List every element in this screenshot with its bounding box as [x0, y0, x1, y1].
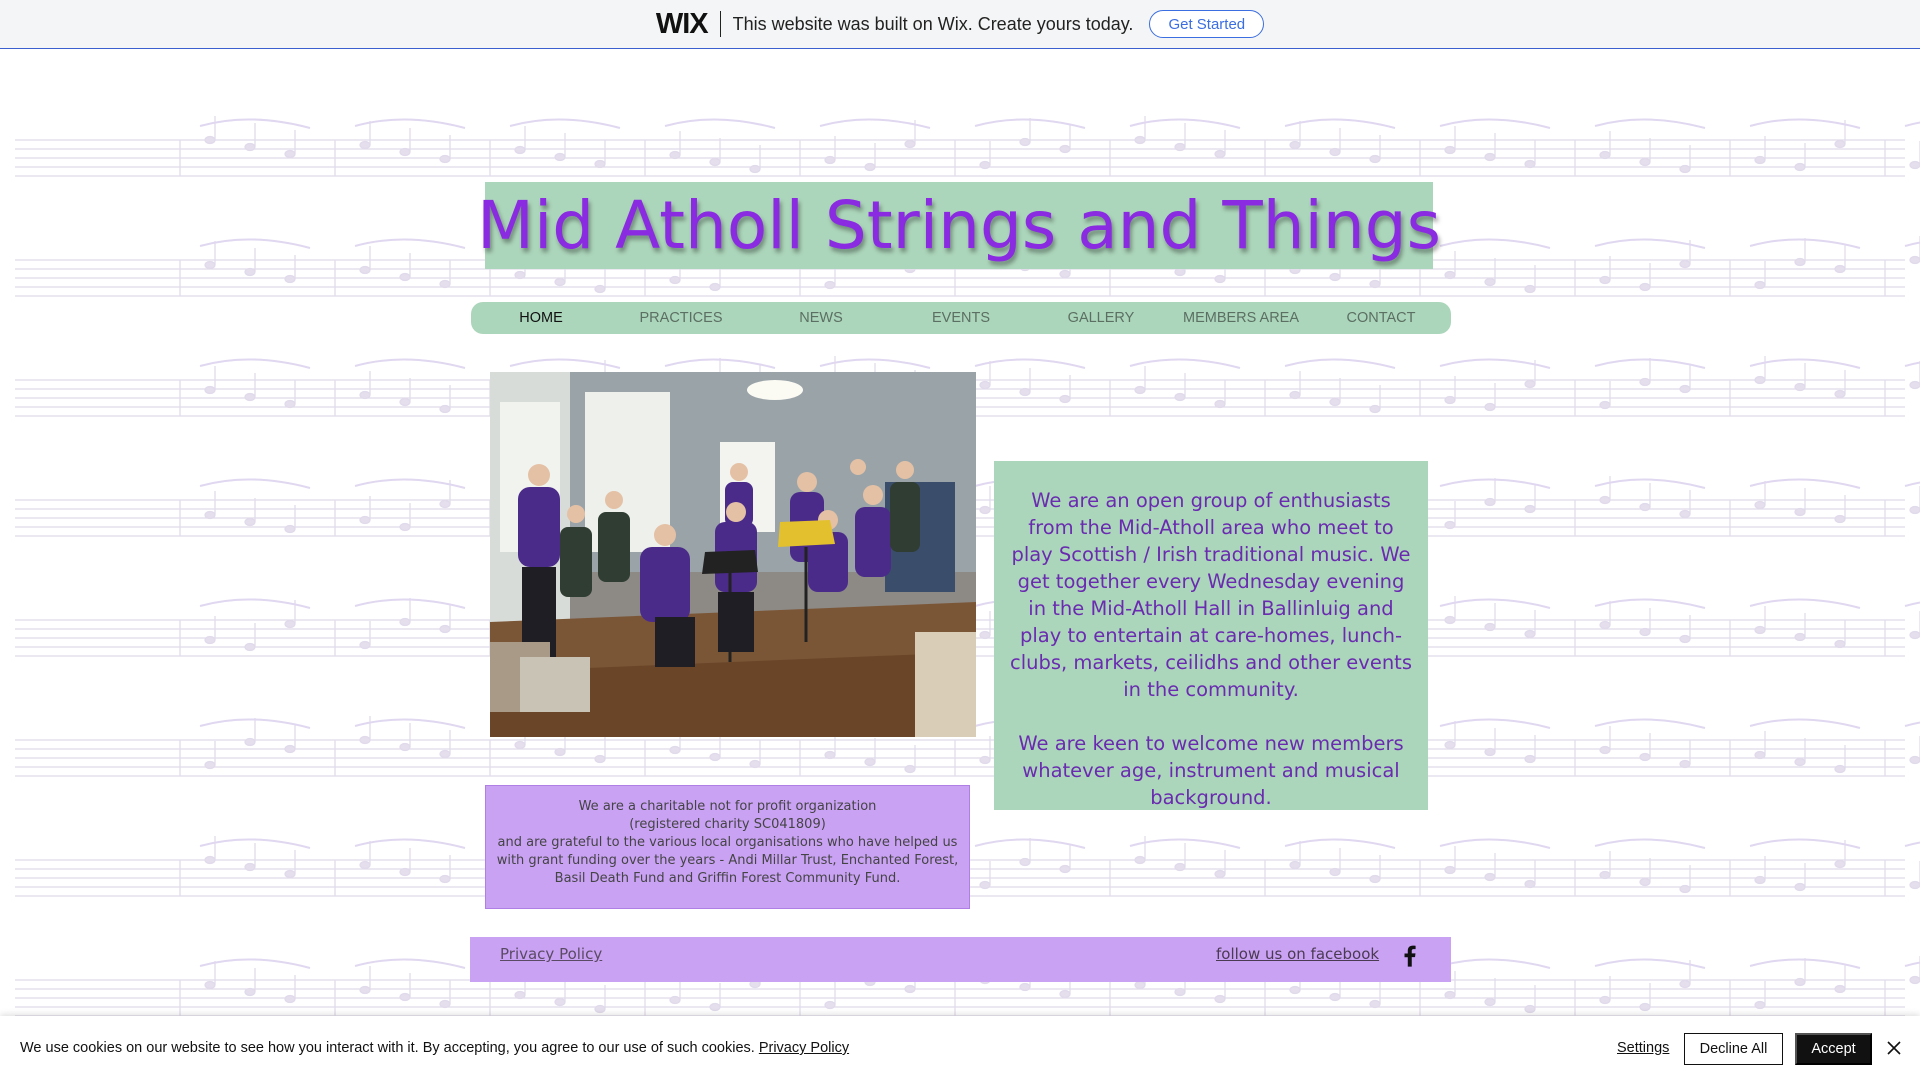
note-head [1525, 161, 1535, 168]
note-head [595, 161, 605, 168]
note-head [1135, 857, 1145, 864]
note-head [670, 152, 680, 159]
note-head [515, 742, 525, 749]
slur-mark [200, 359, 310, 368]
note-head [1835, 266, 1845, 273]
note-head [1640, 879, 1650, 886]
facebook-link[interactable]: follow us on facebook [1216, 945, 1380, 963]
note-head [440, 156, 450, 163]
note-head [1680, 761, 1690, 768]
note-head [980, 507, 990, 514]
note-head [825, 157, 835, 164]
note-head [1525, 1006, 1535, 1013]
slur-mark [200, 239, 310, 248]
note-head [750, 166, 760, 173]
note-head [1445, 867, 1455, 874]
note-head [1175, 989, 1185, 996]
note-head [440, 281, 450, 288]
facebook-icon[interactable] [1396, 941, 1424, 969]
note-head [1680, 261, 1690, 268]
note-head [1795, 384, 1805, 391]
note-head [440, 1001, 450, 1008]
note-head [1445, 397, 1455, 404]
note-head [1755, 157, 1765, 164]
nav-item-events[interactable]: EVENTS [931, 310, 990, 326]
note-head [1910, 882, 1920, 889]
wix-message: This website was built on Wix. Create yours today. [732, 13, 1134, 34]
site-footer [470, 937, 1451, 982]
note-head [360, 642, 370, 649]
site-title-banner [477, 182, 1441, 269]
note-head [1370, 876, 1380, 883]
note-head [205, 387, 215, 394]
intro-paragraph-2: We are keen to welcome new members whatever age, instrument and musical background. [1018, 732, 1404, 809]
note-head [1795, 979, 1805, 986]
slur-mark [1440, 359, 1550, 368]
charity-line: and are grateful to the various local organisations who have helped us [497, 835, 958, 850]
slur-mark [1905, 119, 1920, 128]
note-head [1755, 502, 1765, 509]
note-head [980, 632, 990, 639]
slur-mark [975, 359, 1085, 368]
note-head [400, 524, 410, 531]
note-head [980, 882, 990, 889]
note-head [285, 621, 295, 628]
note-head [1370, 406, 1380, 413]
decline-all-button[interactable]: Decline All [1684, 1033, 1783, 1065]
cookie-message-text: We use cookies on our website to see how you interact with it. By accepting, you agree to our use of such cookies. [20, 1040, 759, 1056]
note-head [1485, 749, 1495, 756]
note-head [555, 154, 565, 161]
slur-mark [1595, 959, 1705, 968]
note-head [245, 269, 255, 276]
note-head [360, 862, 370, 869]
note-head [285, 526, 295, 533]
note-head [980, 162, 990, 169]
get-started-button[interactable]: Get Started [1149, 10, 1264, 38]
cookie-message [20, 1040, 849, 1056]
note-head [1755, 877, 1765, 884]
wix-banner [0, 0, 1920, 49]
note-head [1795, 759, 1805, 766]
note-head [285, 151, 295, 158]
note-head [360, 517, 370, 524]
note-head [205, 512, 215, 519]
note-head [1135, 982, 1145, 989]
note-head [400, 274, 410, 281]
group-photo [490, 372, 976, 737]
note-head [1680, 511, 1690, 518]
slur-mark [1595, 719, 1705, 728]
note-head [1600, 402, 1610, 409]
note-head [1525, 506, 1535, 513]
slur-mark [355, 359, 465, 368]
note-head [205, 137, 215, 144]
note-head [245, 144, 255, 151]
note-head [1020, 984, 1030, 991]
note-head [1910, 757, 1920, 764]
slur-mark [665, 119, 775, 128]
note-head [245, 739, 255, 746]
note-head [670, 747, 680, 754]
note-head [1835, 861, 1845, 868]
note-head [245, 394, 255, 401]
accept-button[interactable]: Accept [1795, 1033, 1872, 1065]
note-head [1445, 272, 1455, 279]
slur-mark [1905, 239, 1920, 248]
note-head [1290, 142, 1300, 149]
slur-mark [1285, 839, 1395, 848]
note-head [205, 857, 215, 864]
note-head [1600, 152, 1610, 159]
note-head [555, 999, 565, 1006]
charity-line: Basil Death Fund and Griffin Forest Community Fund. [554, 871, 901, 886]
note-head [1215, 996, 1225, 1003]
note-head [1795, 634, 1805, 641]
note-head [360, 392, 370, 399]
wix-logo: WIX [655, 7, 708, 40]
note-head [1525, 286, 1535, 293]
note-head [1020, 859, 1030, 866]
slur-mark [510, 359, 620, 368]
note-head [865, 759, 875, 766]
note-head [1640, 284, 1650, 291]
note-head [360, 987, 370, 994]
note-head [1680, 636, 1690, 643]
note-head [360, 737, 370, 744]
note-head [1370, 281, 1380, 288]
note-head [1290, 987, 1300, 994]
note-head [1755, 377, 1765, 384]
slur-mark [1595, 119, 1705, 128]
slur-mark [1750, 719, 1860, 728]
note-head [1795, 509, 1805, 516]
charity-panel [485, 785, 970, 909]
note-head [1640, 1004, 1650, 1011]
note-head [1525, 381, 1535, 388]
note-head [1795, 259, 1805, 266]
note-head [515, 147, 525, 154]
note-head [1215, 151, 1225, 158]
note-head [1910, 162, 1920, 169]
note-head [1640, 754, 1650, 761]
note-head [205, 637, 215, 644]
note-head [865, 164, 875, 171]
site-title[interactable]: Mid Atholl Strings and Things [477, 187, 1441, 264]
slur-mark [200, 959, 310, 968]
slur-mark [355, 839, 465, 848]
note-head [1640, 379, 1650, 386]
slur-mark [1905, 839, 1920, 848]
note-head [400, 869, 410, 876]
note-head [1600, 872, 1610, 879]
note-head [1755, 1002, 1765, 1009]
note-head [1910, 632, 1920, 639]
note-head [245, 989, 255, 996]
note-head [1135, 387, 1145, 394]
note-head [1680, 981, 1690, 988]
slur-mark [1440, 839, 1550, 848]
note-head [515, 992, 525, 999]
note-head [1525, 756, 1535, 763]
slur-mark [1285, 119, 1395, 128]
note-head [1600, 277, 1610, 284]
nav-item-gallery[interactable]: GALLERY [1067, 310, 1135, 326]
note-head [670, 997, 680, 1004]
note-head [1835, 641, 1845, 648]
note-head [1600, 747, 1610, 754]
nav-item-members-area[interactable]: MEMBERS AREA [1182, 310, 1300, 326]
note-head [515, 272, 525, 279]
note-head [360, 267, 370, 274]
note-head [1755, 752, 1765, 759]
note-head [1445, 147, 1455, 154]
slur-mark [200, 479, 310, 488]
note-head [1175, 269, 1185, 276]
slur-mark [1595, 239, 1705, 248]
cookie-settings-link[interactable]: Settings [1617, 1040, 1670, 1056]
note-head [1485, 874, 1495, 881]
note-head [1485, 624, 1495, 631]
slur-mark [355, 479, 465, 488]
note-head [440, 751, 450, 758]
note-head [825, 752, 835, 759]
privacy-policy-link[interactable]: Privacy Policy [500, 945, 603, 963]
note-head [1680, 166, 1690, 173]
note-head [245, 644, 255, 651]
note-head [1600, 497, 1610, 504]
group-photo-illustration [490, 372, 976, 737]
note-head [1020, 389, 1030, 396]
slur-mark [1130, 359, 1240, 368]
note-head [1445, 522, 1455, 529]
note-head [595, 1006, 605, 1013]
note-head [1795, 884, 1805, 891]
note-head [1060, 271, 1070, 278]
nav-item-practices[interactable]: PRACTICES [639, 310, 723, 326]
note-head [1680, 886, 1690, 893]
note-head [400, 399, 410, 406]
note-head [670, 277, 680, 284]
slur-mark [1440, 959, 1550, 968]
note-head [825, 282, 835, 289]
note-head [285, 276, 295, 283]
note-head [400, 619, 410, 626]
note-head [1330, 994, 1340, 1001]
nav-item-contact[interactable]: CONTACT [1346, 310, 1416, 326]
close-icon[interactable] [1886, 1040, 1902, 1056]
slur-mark [200, 599, 310, 608]
note-head [1175, 144, 1185, 151]
note-head [1755, 627, 1765, 634]
note-head [1910, 382, 1920, 389]
note-head [1330, 149, 1340, 156]
note-head [400, 744, 410, 751]
note-head [1215, 401, 1225, 408]
note-head [1835, 516, 1845, 523]
note-head [1600, 997, 1610, 1004]
slur-mark [1905, 599, 1920, 608]
note-head [1525, 881, 1535, 888]
note-head [1215, 871, 1225, 878]
note-head [1060, 866, 1070, 873]
note-head [1640, 629, 1650, 636]
note-head [285, 401, 295, 408]
charity-line: with grant funding over the years - Andi Millar Trust, Enchanted Forest, [496, 853, 959, 868]
slur-mark [355, 959, 465, 968]
note-head [285, 996, 295, 1003]
note-head [440, 876, 450, 883]
note-head [1640, 504, 1650, 511]
note-head [1215, 276, 1225, 283]
note-head [1135, 137, 1145, 144]
note-head [205, 982, 215, 989]
note-head [1485, 154, 1495, 161]
note-head [245, 519, 255, 526]
cookie-consent-bar [0, 1016, 1920, 1080]
wix-divider [720, 11, 721, 37]
note-head [595, 756, 605, 763]
charity-line: (registered charity SC041809) [629, 817, 826, 832]
note-head [1910, 507, 1920, 514]
note-head [205, 762, 215, 769]
note-head [1600, 622, 1610, 629]
slur-mark [1440, 719, 1550, 728]
note-head [1020, 139, 1030, 146]
note-head [285, 746, 295, 753]
note-head [360, 142, 370, 149]
note-head [1060, 396, 1070, 403]
note-head [905, 986, 915, 993]
slur-mark [1285, 359, 1395, 368]
note-head [1060, 991, 1070, 998]
note-head [1445, 992, 1455, 999]
note-head [750, 761, 760, 768]
note-head [1370, 1001, 1380, 1008]
note-head [1370, 156, 1380, 163]
note-head [1290, 862, 1300, 869]
note-head [1290, 392, 1300, 399]
note-head [1835, 986, 1845, 993]
note-head [825, 1002, 835, 1009]
note-head [440, 406, 450, 413]
note-head [285, 871, 295, 878]
intro-panel [994, 461, 1428, 810]
note-head [1060, 146, 1070, 153]
slur-mark [1750, 599, 1860, 608]
note-head [1795, 164, 1805, 171]
note-head [1485, 279, 1495, 286]
slur-mark [1750, 119, 1860, 128]
slur-mark [1905, 359, 1920, 368]
note-head [1910, 977, 1920, 984]
note-head [1175, 864, 1185, 871]
slur-mark [1440, 119, 1550, 128]
slur-mark [1440, 239, 1550, 248]
note-head [440, 626, 450, 633]
note-head [710, 1004, 720, 1011]
note-head [710, 159, 720, 166]
note-head [1835, 141, 1845, 148]
note-head [1175, 394, 1185, 401]
note-head [1330, 399, 1340, 406]
note-head [205, 262, 215, 269]
note-head [1485, 999, 1495, 1006]
note-head [555, 749, 565, 756]
note-head [1485, 404, 1495, 411]
note-head [905, 766, 915, 773]
note-head [1835, 766, 1845, 773]
note-head [1640, 159, 1650, 166]
note-head [1680, 386, 1690, 393]
note-head [980, 382, 990, 389]
slur-mark [355, 119, 465, 128]
slur-mark [1905, 479, 1920, 488]
note-head [1755, 282, 1765, 289]
note-head [1835, 391, 1845, 398]
cookie-privacy-link[interactable]: Privacy Policy [758, 1040, 850, 1056]
note-head [710, 284, 720, 291]
note-head [710, 754, 720, 761]
slur-mark [1750, 479, 1860, 488]
note-head [440, 501, 450, 508]
nav-item-home[interactable]: HOME [519, 310, 563, 326]
note-head [1445, 742, 1455, 749]
intro-paragraph-1: We are an open group of enthusiasts from the Mid-Atholl area who meet to play Scottish / Irish traditional music. We get together every Wednesday evening in the Mid-Atholl Hall in Ballinluig and play to entertain at care-homes, lunch-clubs, markets, ceilidhs and other events in the community. [1010, 489, 1412, 701]
charity-line: We are a charitable not for profit organization [578, 799, 877, 814]
slur-mark [510, 119, 620, 128]
note-head [595, 286, 605, 293]
main-nav [471, 302, 1451, 334]
nav-item-news[interactable]: NEWS [799, 310, 843, 326]
note-head [1910, 257, 1920, 264]
note-head [1330, 274, 1340, 281]
slur-mark [820, 119, 930, 128]
slur-mark [1595, 839, 1705, 848]
note-head [905, 141, 915, 148]
note-head [1485, 499, 1495, 506]
note-head [1330, 869, 1340, 876]
note-head [555, 279, 565, 286]
slur-mark [1905, 959, 1920, 968]
slur-mark [1750, 839, 1860, 848]
note-head [980, 757, 990, 764]
slur-mark [1905, 719, 1920, 728]
note-head [400, 994, 410, 1001]
note-head [400, 149, 410, 156]
note-head [245, 864, 255, 871]
note-head [1525, 631, 1535, 638]
slur-mark [355, 239, 465, 248]
note-head [1445, 617, 1455, 624]
slur-mark [1595, 599, 1705, 608]
